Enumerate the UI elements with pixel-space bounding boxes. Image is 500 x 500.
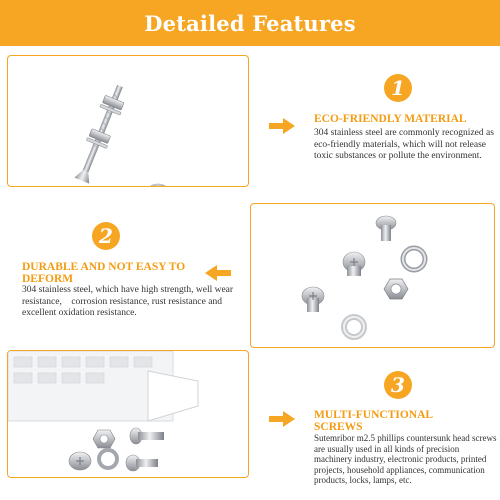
feature-number-1: 1 [384, 74, 412, 102]
product-photo-1 [7, 55, 249, 187]
screw-box-image [8, 351, 248, 477]
page-title: Detailed Features [144, 10, 356, 36]
product-photo-2 [250, 203, 495, 348]
feature-title-3: MULTI-FUNCTIONAL SCREWS [314, 409, 433, 433]
feature-description-2: 304 stainless steel, which have high strength, well wear resistance, corrosion resistance, rust resistance and excellent oxidation resistance. [22, 285, 234, 318]
arrow-left-icon [203, 263, 233, 283]
header-banner [0, 0, 500, 46]
feature-number-3: 3 [384, 371, 412, 399]
arrow-right-icon [267, 409, 297, 429]
feature-description-1: 304 stainless steel are commonly recognized as eco-friendly materials, which will not release toxic substances or pollute the environment. [314, 128, 494, 161]
feature-number-2: 2 [92, 222, 120, 250]
feature-title-2: DURABLE AND NOT EASY TO DEFORM [22, 261, 186, 285]
feature-title-1: ECO-FRIENDLY MATERIAL [314, 113, 467, 125]
feature-description-3: Sutemribor m2.5 phillips countersunk head screws are usually used in all kinds of precision machinery industry, electronic products, printed projects, household appliances, communication products, locks, lamps, etc. [314, 433, 497, 485]
screw-assembly-image [8, 56, 248, 186]
product-photo-3 [7, 350, 249, 478]
arrow-right-icon [267, 116, 297, 136]
screw-parts-image [251, 204, 494, 347]
